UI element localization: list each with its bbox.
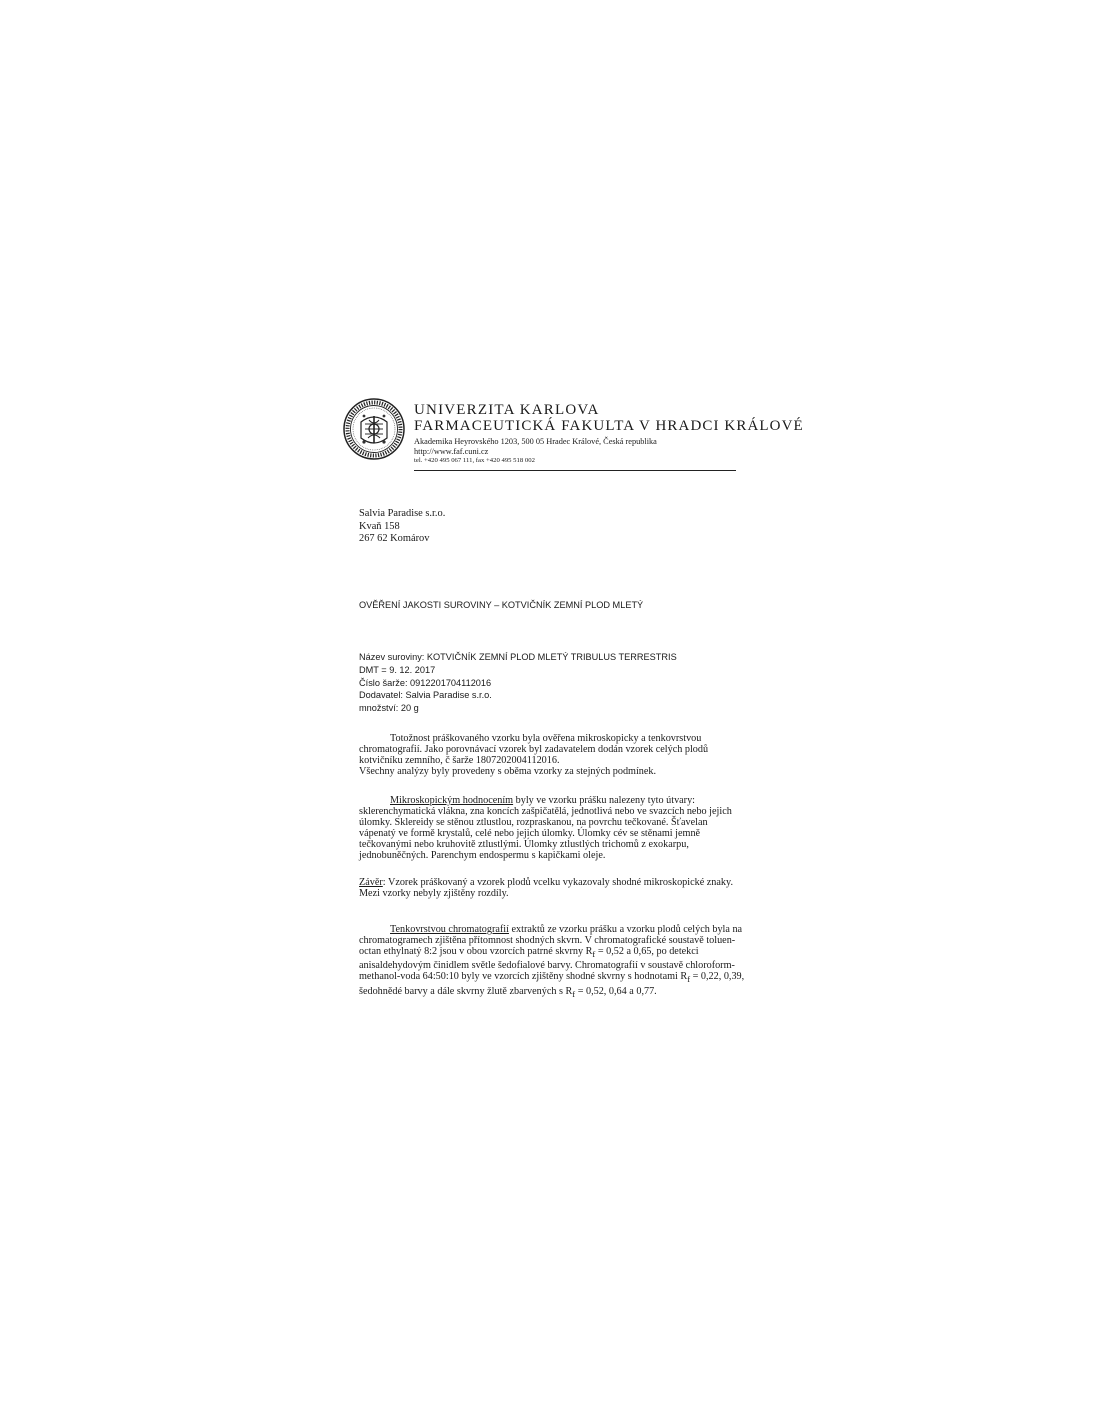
paragraph-line	[359, 971, 749, 985]
recipient-street: Kvaň 158	[359, 520, 400, 532]
microscopy-term: Mikroskopickým hodnocením	[390, 795, 514, 806]
paragraph-line: jednobuněčných. Parenchym endospermu s kapičkami oleje.	[359, 850, 606, 862]
chromatography-paragraph	[359, 924, 749, 1000]
paragraph-line: tečkovanými nebo kruhovitě ztlustlými. Úlomky ztlustlých trichomů z exokarpu,	[359, 839, 689, 851]
material-dmt: DMT = 9. 12. 2017	[359, 664, 436, 675]
paragraph-text: methanol-voda 64:50:10 byly ve vzorcích zjištěny shodné skvrny s hodnotami R	[359, 971, 688, 983]
paragraph-line: Všechny analýzy byly provedeny s oběma vzorky za stejných podmínek.	[359, 766, 657, 778]
paragraph-line: Mezi vzorky nebyly zjištěny rozdíly.	[359, 888, 509, 900]
material-batch: Číslo šarže: 0912201704112016	[359, 677, 492, 688]
paragraph-line	[359, 795, 749, 806]
university-name: UNIVERZITA KARLOVA	[414, 402, 600, 418]
paragraph-line	[359, 924, 749, 935]
faculty-phone-fax: tel. +420 495 067 111, fax +420 495 518 002	[414, 457, 535, 464]
header-divider	[414, 470, 736, 471]
letterhead	[343, 398, 804, 474]
paragraph-line	[359, 877, 749, 888]
identity-paragraph	[359, 733, 749, 777]
paragraph-line: Totožnost práškovaného vzorku byla ověřena mikroskopicky a tenkovrstvou	[390, 733, 702, 744]
material-details	[359, 651, 677, 715]
paragraph-text: = 0,52 a 0,65, po detekci	[595, 946, 699, 958]
paragraph-line	[359, 946, 749, 960]
recipient-address	[359, 508, 445, 546]
material-supplier: Dodavatel: Salvia Paradise s.r.o.	[359, 690, 492, 701]
microscopy-paragraph	[359, 795, 749, 862]
paragraph-line: úlomky. Sklereidy se stěnou ztlustlou, rozpraskanou, na povrchu tečkované. Šťavelan	[359, 817, 708, 829]
university-seal-icon	[343, 398, 405, 460]
faculty-address: Akademika Heyrovského 1203, 500 05 Hradec Králové, Česká republika	[414, 437, 657, 446]
paragraph-line: kotvičníku zemního, č šarže 1807202004112016.	[359, 755, 560, 767]
recipient-company: Salvia Paradise s.r.o.	[359, 508, 446, 519]
paragraph-line: anisaldehydovým činidlem světle šedofialové barvy. Chromatografií v soustavě chloroform-	[359, 960, 735, 972]
conclusion-term: Závěr	[359, 877, 383, 888]
paragraph-text: šedohnědé barvy a dále skvrny žlutě zbarvených s R	[359, 985, 573, 997]
paragraph-line: sklerenchymatická vlákna, zna koncích zašpičatělá, jednotlivá nebo ve svazcích nebo jejich	[359, 806, 732, 818]
paragraph-line	[359, 986, 749, 1000]
rf-subscript: f	[572, 988, 576, 999]
chromatography-term: Tenkovrstvou chromatografií	[390, 924, 509, 935]
paragraph-line: chromatografií. Jako porovnávací vzorek byl zadavatelem dodán vzorek celých plodů	[359, 744, 709, 756]
paragraph-text: : Vzorek práškovaný a vzorek plodů vcelku vykazovaly shodné mikroskopické znaky.	[382, 877, 733, 888]
paragraph-text: = 0,22, 0,39,	[690, 971, 745, 983]
paragraph-text: = 0,52, 0,64 a 0,77.	[575, 985, 657, 997]
faculty-name: FARMACEUTICKÁ FAKULTA V HRADCI KRÁLOVÉ	[414, 418, 804, 434]
faculty-website: http://www.faf.cuni.cz	[414, 447, 489, 456]
paragraph-text: octan ethylnatý 8:2 jsou v obou vzorcích patrné skvrny R	[359, 946, 593, 958]
material-quantity: množství: 20 g	[359, 703, 419, 714]
conclusion-paragraph	[359, 877, 749, 899]
rf-subscript: f	[592, 949, 596, 960]
recipient-city: 267 62 Komárov	[359, 533, 430, 545]
document-subject: OVĚŘENÍ JAKOSTI SUROVINY – KOTVIČNÍK ZEMNÍ PLOD MLETÝ	[359, 600, 644, 610]
material-name: Název suroviny: KOTVIČNÍK ZEMNÍ PLOD MLETÝ TRIBULUS TERRESTRIS	[359, 652, 677, 662]
paragraph-text: extraktů ze vzorku prášku a vzorku plodů celých byla na	[508, 924, 743, 935]
rf-subscript: f	[687, 974, 691, 985]
paragraph-line: chromatogramech zjištěna přítomnost shodných skvrn. V chromatografické soustavě toluen-	[359, 935, 736, 947]
paragraph-text: byly ve vzorku prášku nalezeny tyto útvary:	[513, 795, 696, 806]
paragraph-line: vápenatý ve formě krystalů, celé nebo jejich úlomky. Úlomky cév se stěnami jemně	[359, 828, 701, 840]
